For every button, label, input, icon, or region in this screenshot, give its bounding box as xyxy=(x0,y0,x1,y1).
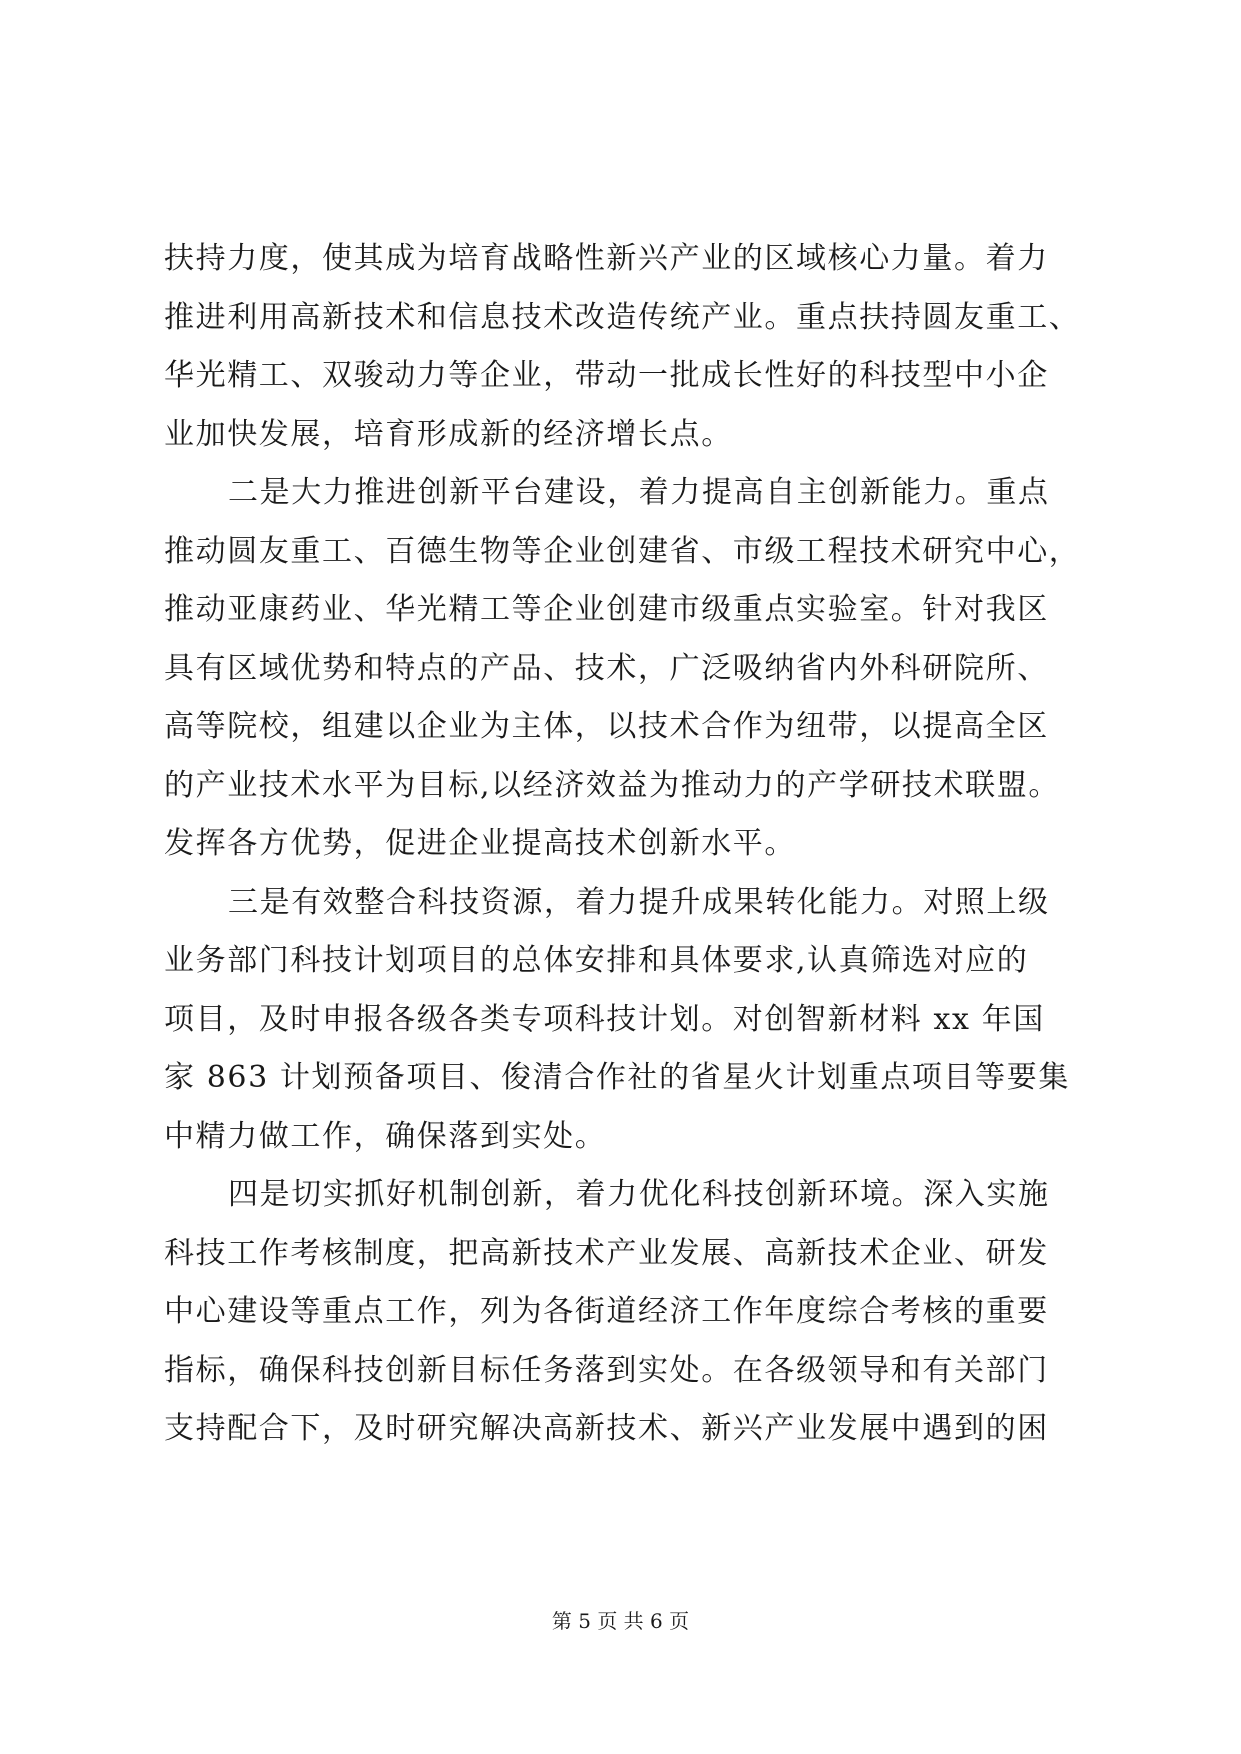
page-footer xyxy=(0,1607,1241,1635)
text-line: 推动亚康药业、华光精工等企业创建市级重点实验室。针对我区 xyxy=(164,592,1049,627)
text-line: 中心建设等重点工作，列为各街道经济工作年度综合考核的重要 xyxy=(164,1294,1049,1329)
page-number: 第 5 页 共 6 页 xyxy=(551,1609,690,1633)
text-line: 业务部门科技计划项目的总体安排和具体要求,认真筛选对应的 xyxy=(164,943,1029,978)
text-line: 业加快发展，培育形成新的经济增长点。 xyxy=(164,416,733,452)
text-line: 项目，及时申报各级各类专项科技计划。对创智新材料 xx 年国 xyxy=(164,1001,1045,1037)
text-line: 的产业技术水平为目标,以经济效益为推动力的产学研技术联盟。 xyxy=(164,767,1060,803)
text-line: 发挥各方优势，促进企业提高技术创新水平。 xyxy=(164,826,796,861)
body-text xyxy=(164,230,1084,1459)
text-line: 具有区域优势和特点的产品、技术，广泛吸纳省内外科研院所、 xyxy=(164,650,1049,686)
text-line: 科技工作考核制度，把高新技术产业发展、高新技术企业、研发 xyxy=(164,1235,1049,1271)
text-line: 高等院校，组建以企业为主体，以技术合作为纽带，以提高全区 xyxy=(164,709,1049,744)
paragraph-start-line: 四是切实抓好机制创新，着力优化科技创新环境。深入实施 xyxy=(228,1177,1050,1212)
text-line: 华光精工、双骏动力等企业，带动一批成长性好的科技型中小企 xyxy=(164,358,1049,393)
paragraph-start-line: 三是有效整合科技资源，着力提升成果转化能力。对照上级 xyxy=(228,884,1050,920)
text-line: 家 863 计划预备项目、俊清合作社的省星火计划重点项目等要集 xyxy=(164,1060,1070,1095)
text-line: 指标，确保科技创新目标任务落到实处。在各级领导和有关部门 xyxy=(164,1352,1049,1388)
text-line: 推动圆友重工、百德生物等企业创建省、市级工程技术研究中心， xyxy=(164,533,1081,569)
paragraph-start-line: 二是大力推进创新平台建设，着力提高自主创新能力。重点 xyxy=(228,475,1050,510)
text-line: 扶持力度，使其成为培育战略性新兴产业的区域核心力量。着力 xyxy=(164,241,1049,276)
text-line: 推进利用高新技术和信息技术改造传统产业。重点扶持圆友重工、 xyxy=(164,299,1081,335)
text-line: 中精力做工作，确保落到实处。 xyxy=(164,1118,607,1154)
text-line: 支持配合下，及时研究解决高新技术、新兴产业发展中遇到的困 xyxy=(164,1411,1049,1446)
